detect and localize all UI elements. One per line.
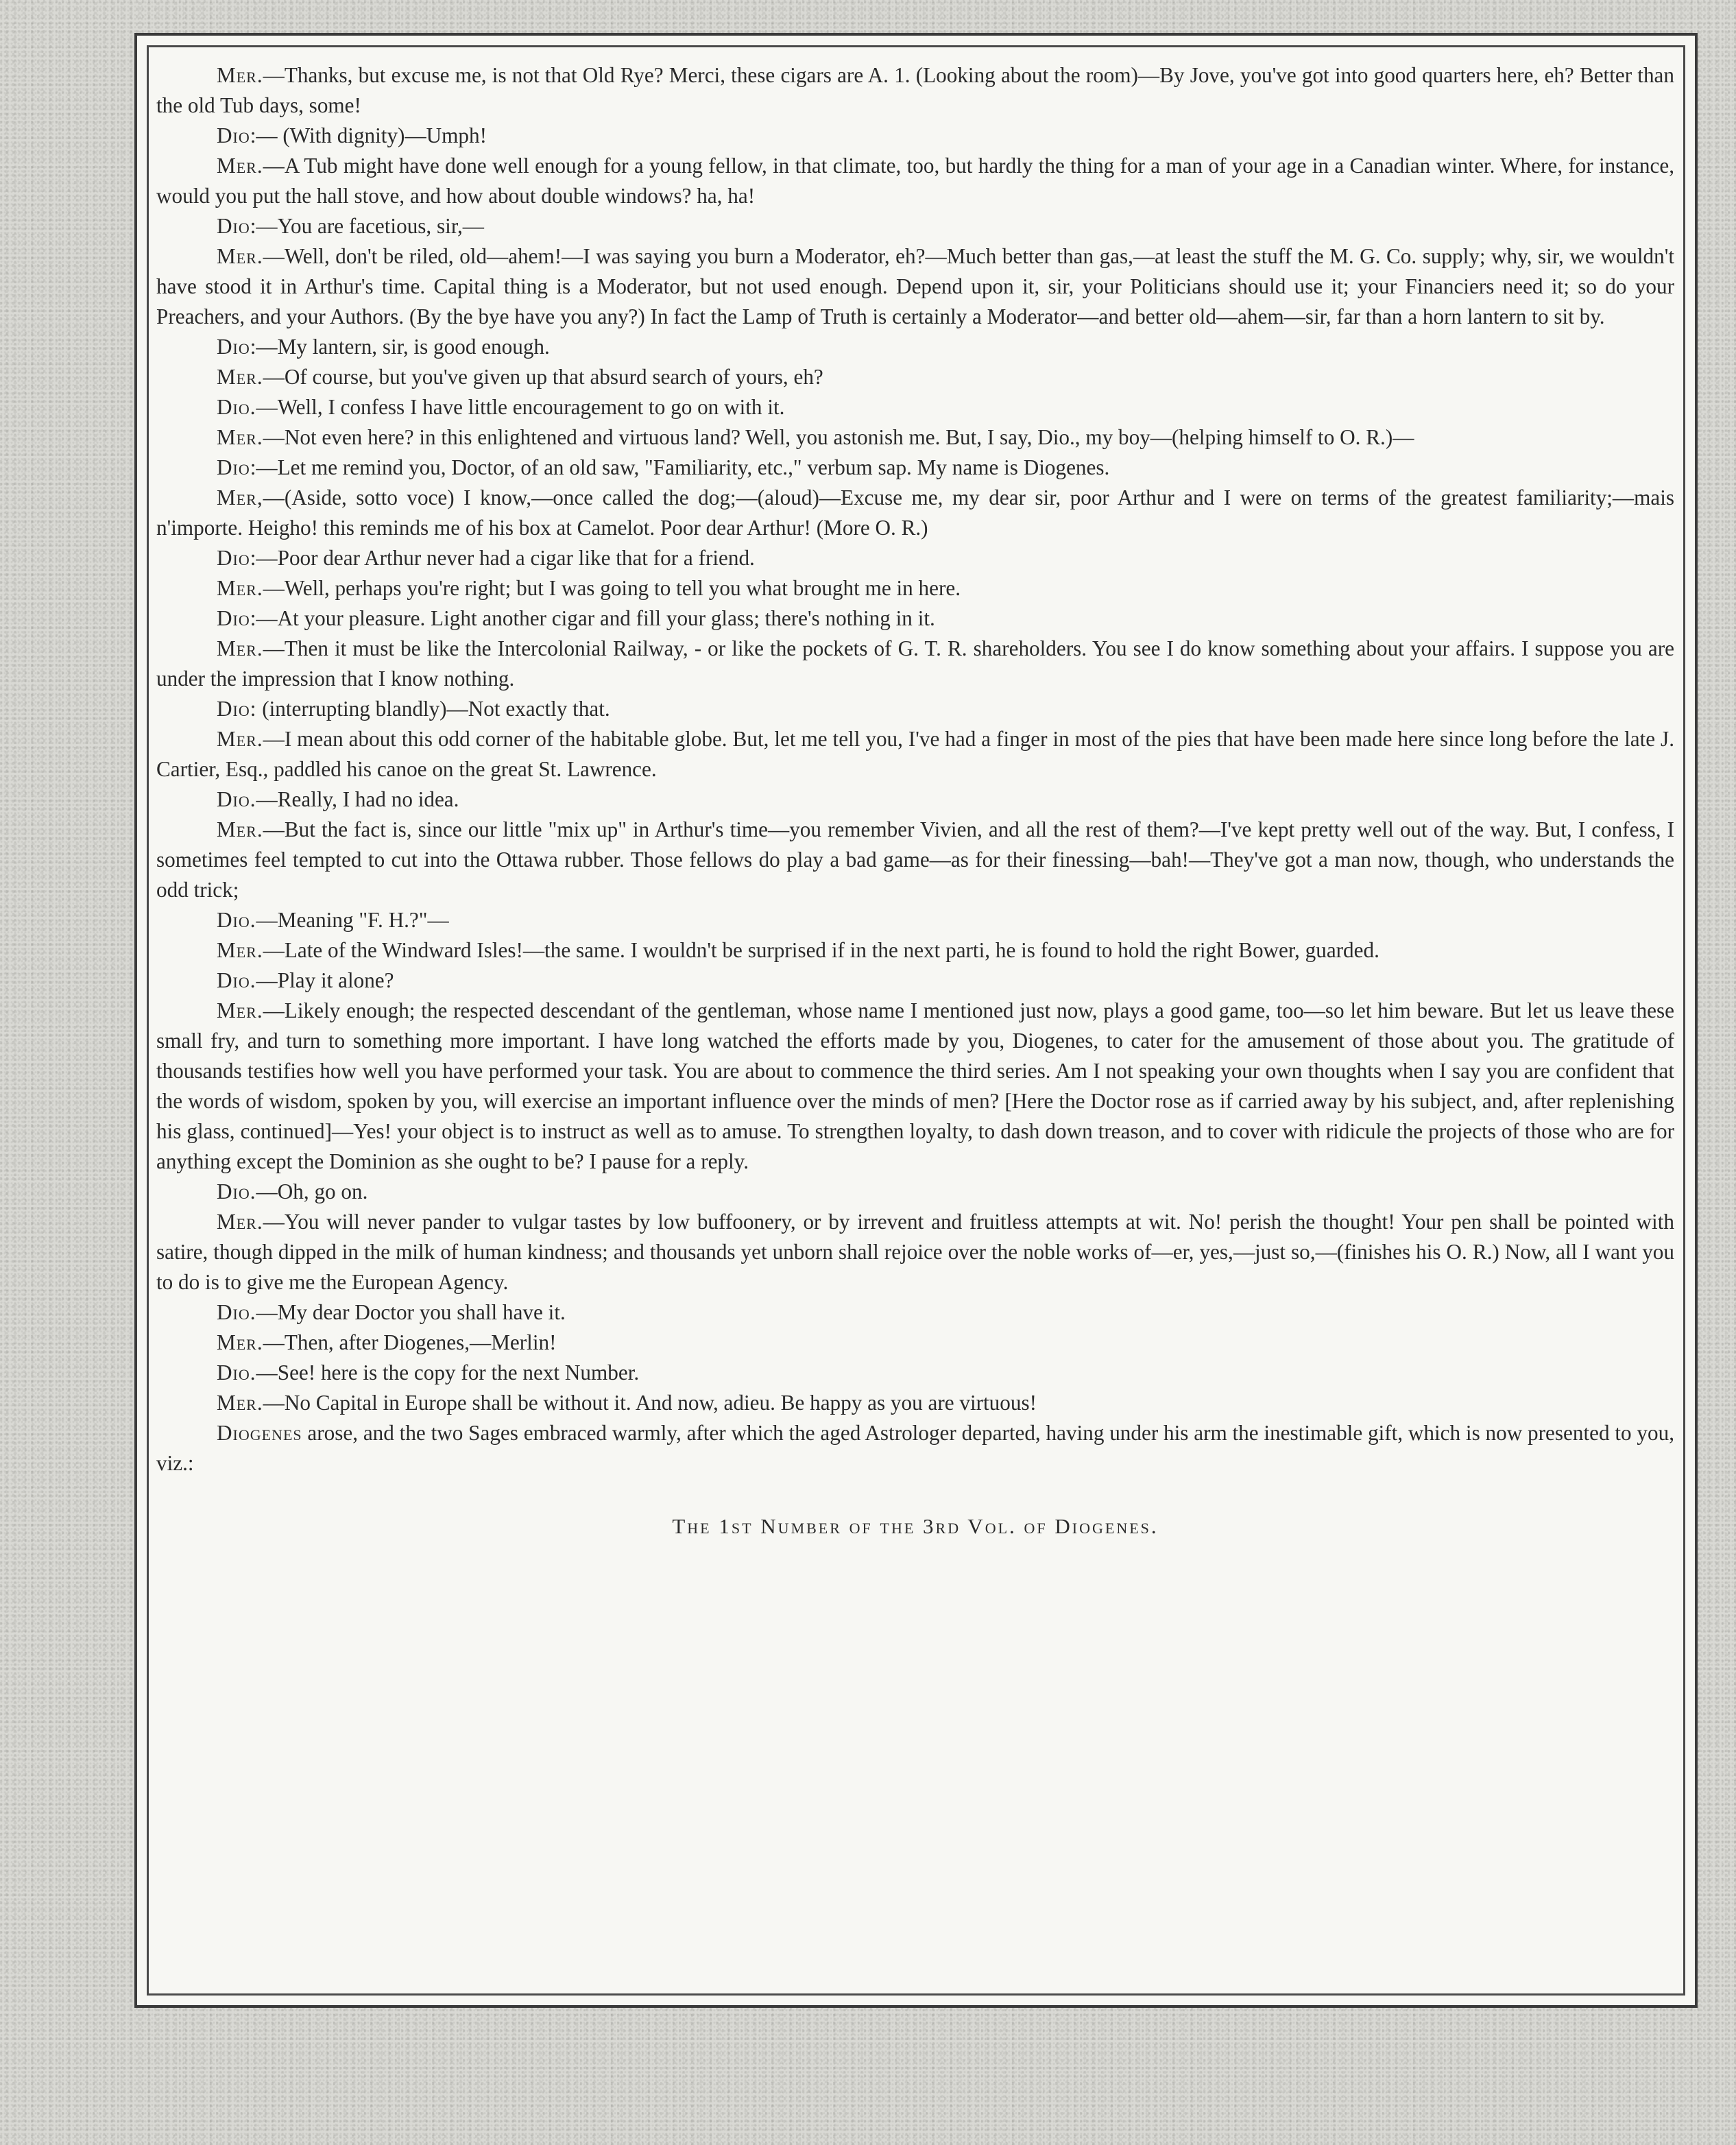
speech-text: —Then it must be like the Intercolonial Railway, - or like the pockets of G. T. R. shareholders. You see I do know something about your affairs. I suppose you are under the impression that I know nothing. <box>156 636 1674 691</box>
dialogue-paragraph <box>156 905 1674 935</box>
speaker-label: Mer. <box>217 727 263 751</box>
dialogue-paragraph <box>156 241 1674 332</box>
dialogue-paragraph <box>156 1328 1674 1358</box>
dialogue-paragraph <box>156 1207 1674 1297</box>
dialogue-paragraph <box>156 392 1674 422</box>
speech-text: arose, and the two Sages embraced warmly, after which the aged Astrologer departed, having under his arm the inestimable gift, which is now presented to you, viz.: <box>156 1421 1674 1475</box>
speaker-label: Mer. <box>217 817 263 841</box>
speech-text: :—At your pleasure. Light another cigar and fill your glass; there's nothing in it. <box>250 606 935 630</box>
speech-text: —A Tub might have done well enough for a young fellow, in that climate, too, but hardly the thing for a man of your age in a Canadian winter. Where, for instance, would you put the hall stove, and how about double windows? ha, ha! <box>156 154 1674 208</box>
dialogue-paragraph <box>156 1388 1674 1418</box>
speech-text: —Not even here? in this enlightened and virtuous land? Well, you astonish me. But, I say, Dio., my boy—(helping himself to O. R.)— <box>263 425 1414 449</box>
speech-text: —See! here is the copy for the next Number. <box>256 1361 640 1385</box>
speaker-label: Mer, <box>217 486 263 510</box>
dialogue-paragraph <box>156 453 1674 483</box>
dialogue-paragraph <box>156 634 1674 694</box>
speech-text: —Then, after Diogenes,—Merlin! <box>263 1330 557 1354</box>
speech-text: —Well, perhaps you're right; but I was going to tell you what brought me in here. <box>263 576 961 600</box>
speaker-label: Mer. <box>217 998 263 1022</box>
speaker-label: Mer. <box>217 244 263 268</box>
dialogue-paragraph <box>156 1297 1674 1328</box>
speaker-label: Mer. <box>217 154 263 178</box>
dialogue-paragraph <box>156 935 1674 966</box>
speaker-label: Dio. <box>217 968 256 992</box>
speech-text: :—My lantern, sir, is good enough. <box>250 335 550 359</box>
speaker-label: Dio. <box>217 908 256 932</box>
closing-line: The 1st Number of the 3rd Vol. of Diogenes. <box>672 1514 1159 1538</box>
speaker-label: Dio <box>217 335 250 359</box>
speech-text: :— (With dignity)—Umph! <box>250 123 487 147</box>
speech-text: :—Let me remind you, Doctor, of an old saw, "Familiarity, etc.," verbum sap. My name is Diogenes. <box>250 455 1110 479</box>
speaker-label: Dio <box>217 214 250 238</box>
speech-text: —Really, I had no idea. <box>256 787 459 811</box>
dialogue-paragraph <box>156 121 1674 151</box>
speech-text: (interrupting blandly)—Not exactly that. <box>256 697 610 721</box>
speaker-label: Mer. <box>217 365 263 389</box>
speech-text: —Well, I confess I have little encouragement to go on with it. <box>256 395 785 419</box>
dialogue-paragraph <box>156 1358 1674 1388</box>
dialogue-paragraph <box>156 1177 1674 1207</box>
speech-text: —I mean about this odd corner of the habitable globe. But, let me tell you, I've had a finger in most of the pies that have been made here since long before the late J. Cartier, Esq., paddled his canoe on the great St. Lawrence. <box>156 727 1674 781</box>
speech-text: —You will never pander to vulgar tastes by low buffoonery, or by irrevent and fruitless attempts at wit. No! perish the thought! Your pen shall be pointed with satire, though dipped in the milk of human kindness; and thousands yet unborn shall rejoice over the noble works of—er, yes,—just so,—(finishes his O. R.) Now, all I want you to do is to give me the European Agency. <box>156 1210 1674 1294</box>
speech-text: —(Aside, sotto voce) I know,—once called the dog;—(aloud)—Excuse me, my dear sir, poor Arthur and I were on terms of the greatest familiarity;—mais n'importe. Heigho! this reminds me of his box at Camelot. Poor dear Arthur! (More O. R.) <box>156 486 1674 540</box>
dialogue-text <box>156 60 1674 1542</box>
speaker-label: Mer. <box>217 1210 263 1234</box>
speaker-label: Mer. <box>217 636 263 660</box>
dialogue-paragraph <box>156 332 1674 362</box>
speaker-label: Mer. <box>217 938 263 962</box>
speech-text: —No Capital in Europe shall be without it. And now, adieu. Be happy as you are virtuous! <box>263 1391 1037 1415</box>
dialogue-paragraph <box>156 362 1674 392</box>
speaker-label: Dio. <box>217 1361 256 1385</box>
speech-text: :—Poor dear Arthur never had a cigar like that for a friend. <box>250 546 755 570</box>
dialogue-paragraph <box>156 1418 1674 1478</box>
speaker-label: Mer. <box>217 576 263 600</box>
speaker-label: Dio <box>217 123 250 147</box>
dialogue-paragraph <box>156 211 1674 241</box>
dialogue-paragraph <box>156 543 1674 573</box>
speech-text: —Play it alone? <box>256 968 394 992</box>
speech-text: —Meaning "F. H.?"— <box>256 908 449 932</box>
speaker-label: Dio. <box>217 1179 256 1203</box>
speaker-label: Dio. <box>217 787 256 811</box>
dialogue-paragraph <box>156 815 1674 905</box>
speaker-label: Dio. <box>217 395 256 419</box>
dialogue-paragraphs <box>156 60 1674 1478</box>
dialogue-paragraph <box>156 784 1674 815</box>
dialogue-paragraph <box>156 724 1674 784</box>
speech-text: —Thanks, but excuse me, is not that Old Rye? Merci, these cigars are A. 1. (Looking about the room)—By Jove, you've got into good quarters here, eh? Better than the old Tub days, some! <box>156 63 1674 117</box>
dialogue-paragraph <box>156 483 1674 543</box>
speaker-label: Mer. <box>217 1391 263 1415</box>
dialogue-paragraph <box>156 603 1674 634</box>
speech-text: —But the fact is, since our little "mix up" in Arthur's time—you remember Vivien, and all the rest of them?—I've kept pretty well out of the way. But, I confess, I sometimes feel tempted to cut into the Ottawa rubber. Those fellows do play a bad game—as for their finessing—bah!—They've got a man now, though, who understands the odd trick; <box>156 817 1674 902</box>
speech-text: —Oh, go on. <box>256 1179 368 1203</box>
dialogue-paragraph <box>156 996 1674 1177</box>
speaker-label: Dio: <box>217 697 257 721</box>
dialogue-paragraph <box>156 422 1674 453</box>
speech-text: —Well, don't be riled, old—ahem!—I was saying you burn a Moderator, eh?—Much better than gas,—at least the stuff the M. G. Co. supply; why, sir, we wouldn't have stood it in Arthur's time. Capital thing is a Moderator, but not used enough. Depend upon it, sir, your Politicians should use it; your Financiers need it; so do your Preachers, and your Authors. (By the bye have you any?) In fact the Lamp of Truth is certainly a Moderator—and better old—ahem—sir, far than a horn lantern to sit by. <box>156 244 1674 328</box>
speaker-label: Mer. <box>217 1330 263 1354</box>
dialogue-paragraph <box>156 60 1674 121</box>
speaker-label: Dio <box>217 606 250 630</box>
speaker-label: Dio <box>217 455 250 479</box>
speech-text: —Late of the Windward Isles!—the same. I wouldn't be surprised if in the next parti, he is found to hold the right Bower, guarded. <box>263 938 1379 962</box>
speech-text: —Of course, but you've given up that absurd search of yours, eh? <box>263 365 823 389</box>
speaker-label: Dio. <box>217 1300 256 1324</box>
speech-text: —My dear Doctor you shall have it. <box>256 1300 566 1324</box>
speaker-label: Mer. <box>217 63 263 87</box>
dialogue-paragraph <box>156 151 1674 211</box>
speech-text: :—You are facetious, sir,— <box>250 214 484 238</box>
speaker-label: Dio <box>217 546 250 570</box>
speaker-label: Mer. <box>217 425 263 449</box>
speech-text: —Likely enough; the respected descendant of the gentleman, whose name I mentioned just now, plays a good game, too—so let him beware. But let us leave these small fry, and turn to something more important. I have long watched the efforts made by you, Diogenes, to cater for the amusement of those about you. The gratitude of thousands testifies how well you have performed your task. You are about to commence the third series. Am I not speaking your own thoughts when I say you are confident that the words of wisdom, spoken by you, will exercise an important influence over the minds of men? [Here the Doctor rose as if carried away by his subject, and, after replenishing his glass, continued]—Yes! your object is to instruct as well as to amuse. To strengthen loyalty, to dash down treason, and to cover with ridicule the projects of those who are for anything except the Dominion as she ought to be? I pause for a reply. <box>156 998 1674 1173</box>
speaker-label: Diogenes <box>217 1421 302 1445</box>
dialogue-paragraph <box>156 966 1674 996</box>
dialogue-paragraph <box>156 573 1674 603</box>
dialogue-paragraph <box>156 694 1674 724</box>
